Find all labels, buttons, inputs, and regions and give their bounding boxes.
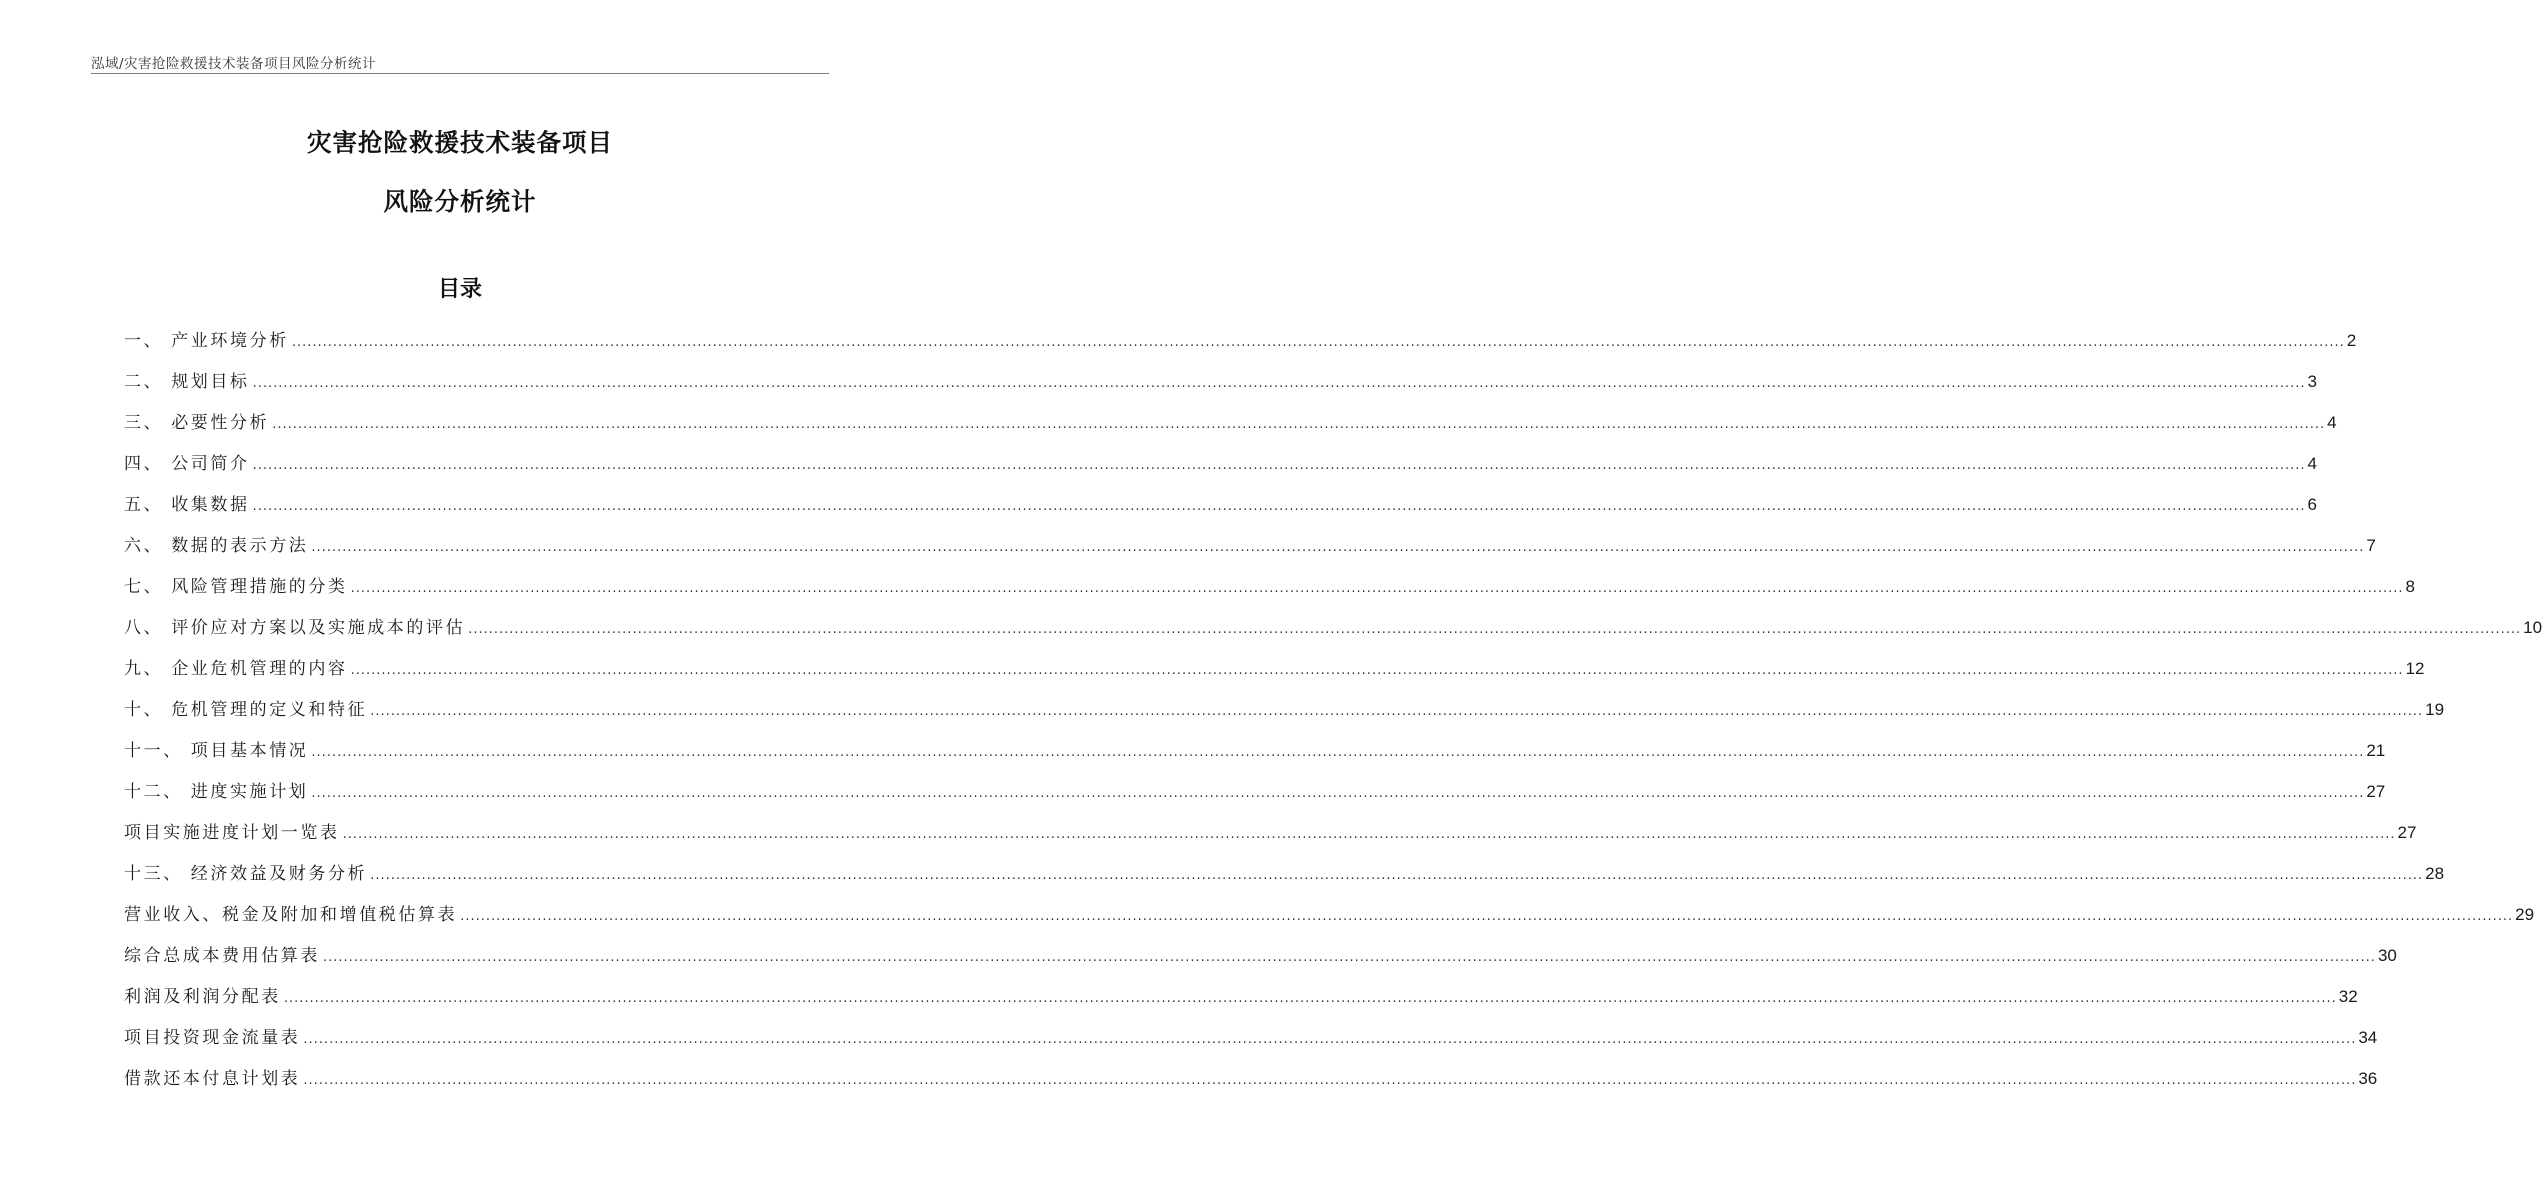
toc-entry-label: 七、 风险管理措施的分类 <box>124 577 348 597</box>
toc-entry-label: 一、 产业环境分析 <box>124 331 289 351</box>
header-rule <box>91 73 829 74</box>
toc-entry-page: 21 <box>2366 741 2386 760</box>
toc-entry-page: 28 <box>2425 864 2445 883</box>
toc-entry[interactable] <box>124 689 2445 730</box>
table-of-contents <box>124 320 2542 1099</box>
toc-entry[interactable] <box>124 648 2425 689</box>
toc-entry-label: 三、 必要性分析 <box>124 413 270 433</box>
toc-entry-page: 36 <box>2358 1069 2378 1088</box>
toc-entry-label: 二、 规划目标 <box>124 372 250 392</box>
toc-entry[interactable] <box>124 525 2376 566</box>
toc-entry-page: 6 <box>2307 495 2318 514</box>
toc-entry-page: 34 <box>2358 1028 2378 1047</box>
toc-entry-page: 19 <box>2425 700 2445 719</box>
toc-entry[interactable] <box>124 853 2445 894</box>
toc-entry-label: 八、 评价应对方案以及实施成本的评估 <box>124 618 466 638</box>
toc-entry-page: 27 <box>2366 782 2386 801</box>
toc-entry[interactable] <box>124 320 2357 361</box>
toc-leader-dots: ................................................................................................................................................................................................................................................................................................................................................................................................................ <box>252 376 2306 391</box>
toc-entry-label: 十、 危机管理的定义和特征 <box>124 700 368 720</box>
toc-entry-page: 12 <box>2405 659 2425 678</box>
toc-entry[interactable] <box>124 361 2318 402</box>
toc-entry-label: 借款还本付息计划表 <box>124 1069 301 1089</box>
toc-entry-label: 项目实施进度计划一览表 <box>124 823 340 843</box>
toc-entry-page: 4 <box>2327 413 2337 432</box>
toc-entry[interactable] <box>124 894 2535 935</box>
toc-entry[interactable] <box>124 771 2386 812</box>
toc-leader-dots: ................................................................................................................................................................................................................................................................................................................................................................................................................ <box>370 704 2424 719</box>
toc-entry[interactable] <box>124 1017 2378 1058</box>
toc-leader-dots: ................................................................................................................................................................................................................................................................................................................................................................................................................ <box>460 909 2514 924</box>
toc-entry[interactable] <box>124 812 2417 853</box>
toc-entry-page: 4 <box>2307 454 2318 473</box>
toc-entry-page: 30 <box>2377 946 2397 965</box>
toc-leader-dots: ................................................................................................................................................................................................................................................................................................................................................................................................................ <box>291 335 2345 350</box>
document-title-line2: 风险分析统计 <box>383 187 537 216</box>
toc-leader-dots: ................................................................................................................................................................................................................................................................................................................................................................................................................ <box>252 458 2306 473</box>
toc-leader-dots: ................................................................................................................................................................................................................................................................................................................................................................................................................ <box>303 1073 2357 1088</box>
toc-heading: 目录 <box>437 277 482 302</box>
toc-entry-label: 十三、 经济效益及财务分析 <box>124 864 368 884</box>
toc-entry-label: 九、 企业危机管理的内容 <box>124 659 348 679</box>
toc-entry-page: 32 <box>2338 987 2358 1006</box>
toc-entry[interactable] <box>124 443 2318 484</box>
toc-entry[interactable] <box>124 566 2416 607</box>
document-title-line1: 灾害抢险救援技术装备项目 <box>307 128 613 157</box>
toc-entry-label: 十一、 项目基本情况 <box>124 741 309 761</box>
toc-leader-dots: ................................................................................................................................................................................................................................................................................................................................................................................................................ <box>311 745 2365 760</box>
toc-entry-page: 29 <box>2515 905 2535 924</box>
toc-entry-label: 营业收入、税金及附加和增值税估算表 <box>124 905 458 925</box>
toc-entry-page: 10 <box>2523 618 2542 637</box>
toc-leader-dots: ................................................................................................................................................................................................................................................................................................................................................................................................................ <box>252 499 2306 514</box>
toc-leader-dots: ................................................................................................................................................................................................................................................................................................................................................................................................................ <box>468 622 2522 637</box>
toc-leader-dots: ................................................................................................................................................................................................................................................................................................................................................................................................................ <box>370 868 2424 883</box>
toc-entry[interactable] <box>124 1058 2378 1099</box>
running-header: 泓域/灾害抢险救援技术装备项目风险分析统计 <box>91 56 377 72</box>
toc-entry[interactable] <box>124 730 2386 771</box>
toc-leader-dots: ................................................................................................................................................................................................................................................................................................................................................................................................................ <box>350 663 2404 678</box>
toc-entry[interactable] <box>124 607 2542 648</box>
toc-entry-label: 综合总成本费用估算表 <box>124 946 320 966</box>
toc-leader-dots: ................................................................................................................................................................................................................................................................................................................................................................................................................ <box>303 1032 2357 1047</box>
toc-entry-page: 3 <box>2307 372 2318 391</box>
toc-entry[interactable] <box>124 976 2358 1017</box>
toc-leader-dots: ................................................................................................................................................................................................................................................................................................................................................................................................................ <box>311 540 2365 555</box>
toc-leader-dots: ................................................................................................................................................................................................................................................................................................................................................................................................................ <box>342 827 2396 842</box>
toc-leader-dots: ................................................................................................................................................................................................................................................................................................................................................................................................................ <box>272 417 2326 432</box>
toc-leader-dots: ................................................................................................................................................................................................................................................................................................................................................................................................................ <box>311 786 2365 801</box>
toc-entry-label: 项目投资现金流量表 <box>124 1028 301 1048</box>
toc-entry[interactable] <box>124 402 2337 443</box>
toc-entry[interactable] <box>124 484 2318 525</box>
toc-entry-page: 7 <box>2366 536 2376 555</box>
toc-entry-label: 四、 公司简介 <box>124 454 250 474</box>
toc-entry-label: 六、 数据的表示方法 <box>124 536 309 556</box>
toc-entry-label: 五、 收集数据 <box>124 495 250 515</box>
toc-leader-dots: ................................................................................................................................................................................................................................................................................................................................................................................................................ <box>283 991 2337 1006</box>
toc-entry[interactable] <box>124 935 2397 976</box>
toc-entry-label: 利润及利润分配表 <box>124 987 281 1007</box>
toc-entry-page: 27 <box>2397 823 2417 842</box>
toc-entry-page: 2 <box>2346 331 2357 350</box>
toc-entry-label: 十二、 进度实施计划 <box>124 782 309 802</box>
toc-leader-dots: ................................................................................................................................................................................................................................................................................................................................................................................................................ <box>323 950 2376 965</box>
toc-leader-dots: ................................................................................................................................................................................................................................................................................................................................................................................................................ <box>350 581 2404 596</box>
toc-entry-page: 8 <box>2405 577 2416 596</box>
